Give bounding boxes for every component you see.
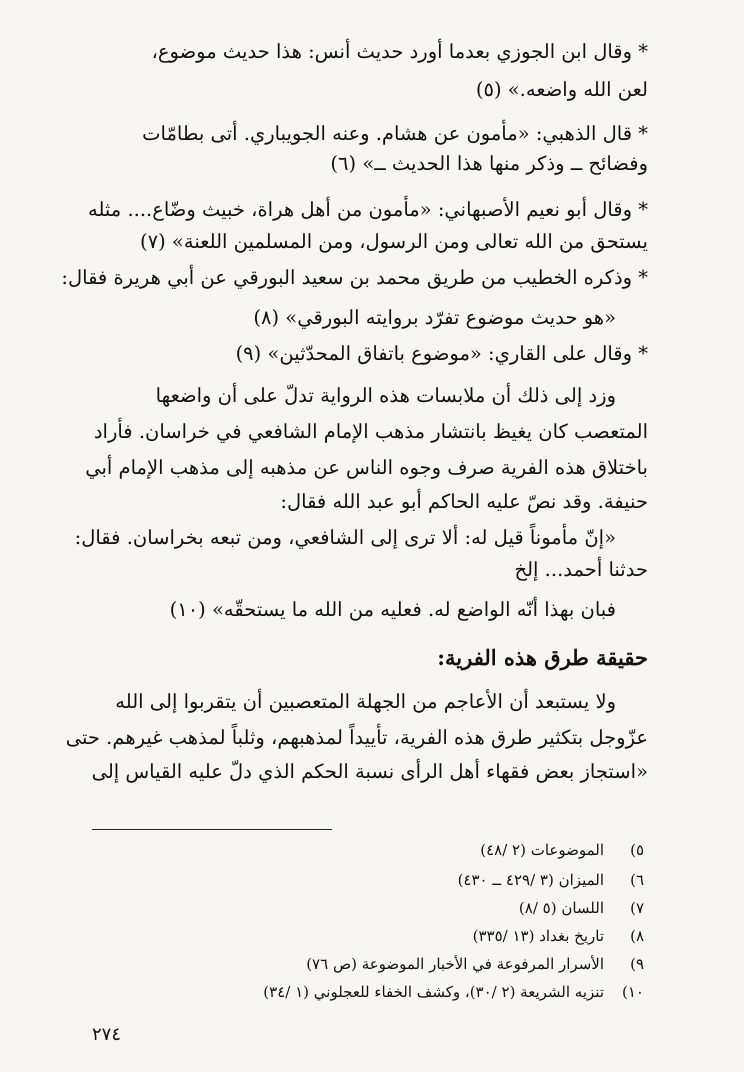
body-line: لعن الله واضعه.» (٥) — [475, 78, 648, 101]
quote-line: «هو حديث موضوع تفرّد بروايته البورقي» (٨) — [253, 306, 616, 329]
footnote-text: الميزان (٣ /٤٢٩ ــ ٤٣٠) — [457, 871, 604, 889]
footnote-number: ٨) — [630, 927, 644, 945]
footnote-text: اللسان (٥ /٨) — [518, 899, 604, 917]
page-number: ٢٧٤ — [92, 1024, 122, 1045]
body-line: وزد إلى ذلك أن ملابسات هذه الرواية تدلّ على أن واضعها — [155, 384, 616, 407]
quote-line: «إنّ مأموناً قيل له: ألا ترى إلى الشافعي، ومن تبعه بخراسان. فقال: — [74, 526, 616, 549]
footnote-number: ٧) — [630, 899, 644, 917]
body-line: عزّوجل بتكثير طرق هذه الفرية، تأييداً لمذهبهم، وثلباً لمذهب غيرهم. حتى — [65, 726, 648, 749]
footnote-text: الموضوعات (٢ /٤٨) — [480, 841, 604, 859]
body-line: حنيفة. وقد نصّ عليه الحاكم أبو عبد الله فقال: — [280, 490, 648, 513]
section-heading: حقيقة طرق هذه الفرية: — [437, 645, 648, 670]
body-line: يستحق من الله تعالى ومن الرسول، ومن المسلمين اللعنة» (٧) — [140, 230, 648, 253]
footnote-number: ٦) — [630, 871, 644, 889]
body-line: باختلاق هذه الفرية صرف وجوه الناس عن مذهبه إلى مذهب الإمام أبي — [85, 456, 648, 479]
body-line: * وقال ابن الجوزي بعدما أورد حديث أنس: هذا حديث موضوع، — [151, 40, 648, 63]
footnote-text: الأسرار المرفوعة في الأخبار الموضوعة (ص ٧٦) — [306, 955, 604, 973]
quote-line: فبان بهذا أنّه الواضع له. فعليه من الله ما يستحقّه» (١٠) — [169, 598, 616, 621]
body-line: * وقال أبو نعيم الأصبهاني: «مأمون من أهل هراة، خبيث وضّاع.... مثله — [88, 198, 648, 221]
footnote-text: تنزيه الشريعة (٢ /٣٠)، وكشف الخفاء للعجلوني (١ /٣٤) — [263, 983, 604, 1001]
footnote-text: تاريخ بغداد (١٣ /٣٣٥) — [472, 927, 604, 945]
quote-line: حدثنا أحمد... إلخ — [514, 558, 648, 581]
footnote-separator — [92, 829, 332, 830]
body-line: * قال الذهبي: «مأمون عن هشام. وعنه الجويباري. أتى بطامّات — [142, 122, 648, 145]
footnote-number: ١٠) — [622, 983, 644, 1001]
body-line: وفضائح ــ وذكر منها هذا الحديث ــ» (٦) — [330, 152, 648, 175]
body-line: ولا يستبعد أن الأعاجم من الجهلة المتعصبين أن يتقربوا إلى الله — [115, 690, 616, 713]
body-line: «استجاز بعض فقهاء أهل الرأى نسبة الحكم الذي دلّ عليه القياس إلى — [91, 760, 648, 783]
body-line: المتعصب كان يغيظ بانتشار مذهب الإمام الشافعي في خراسان. فأراد — [93, 420, 648, 443]
footnote-number: ٥) — [630, 841, 644, 859]
body-line: * وقال على القاري: «موضوع باتفاق المحدّثين» (٩) — [235, 342, 648, 365]
footnote-number: ٩) — [630, 955, 644, 973]
body-line: * وذكره الخطيب من طريق محمد بن سعيد البورقي عن أبي هريرة فقال: — [61, 266, 648, 289]
